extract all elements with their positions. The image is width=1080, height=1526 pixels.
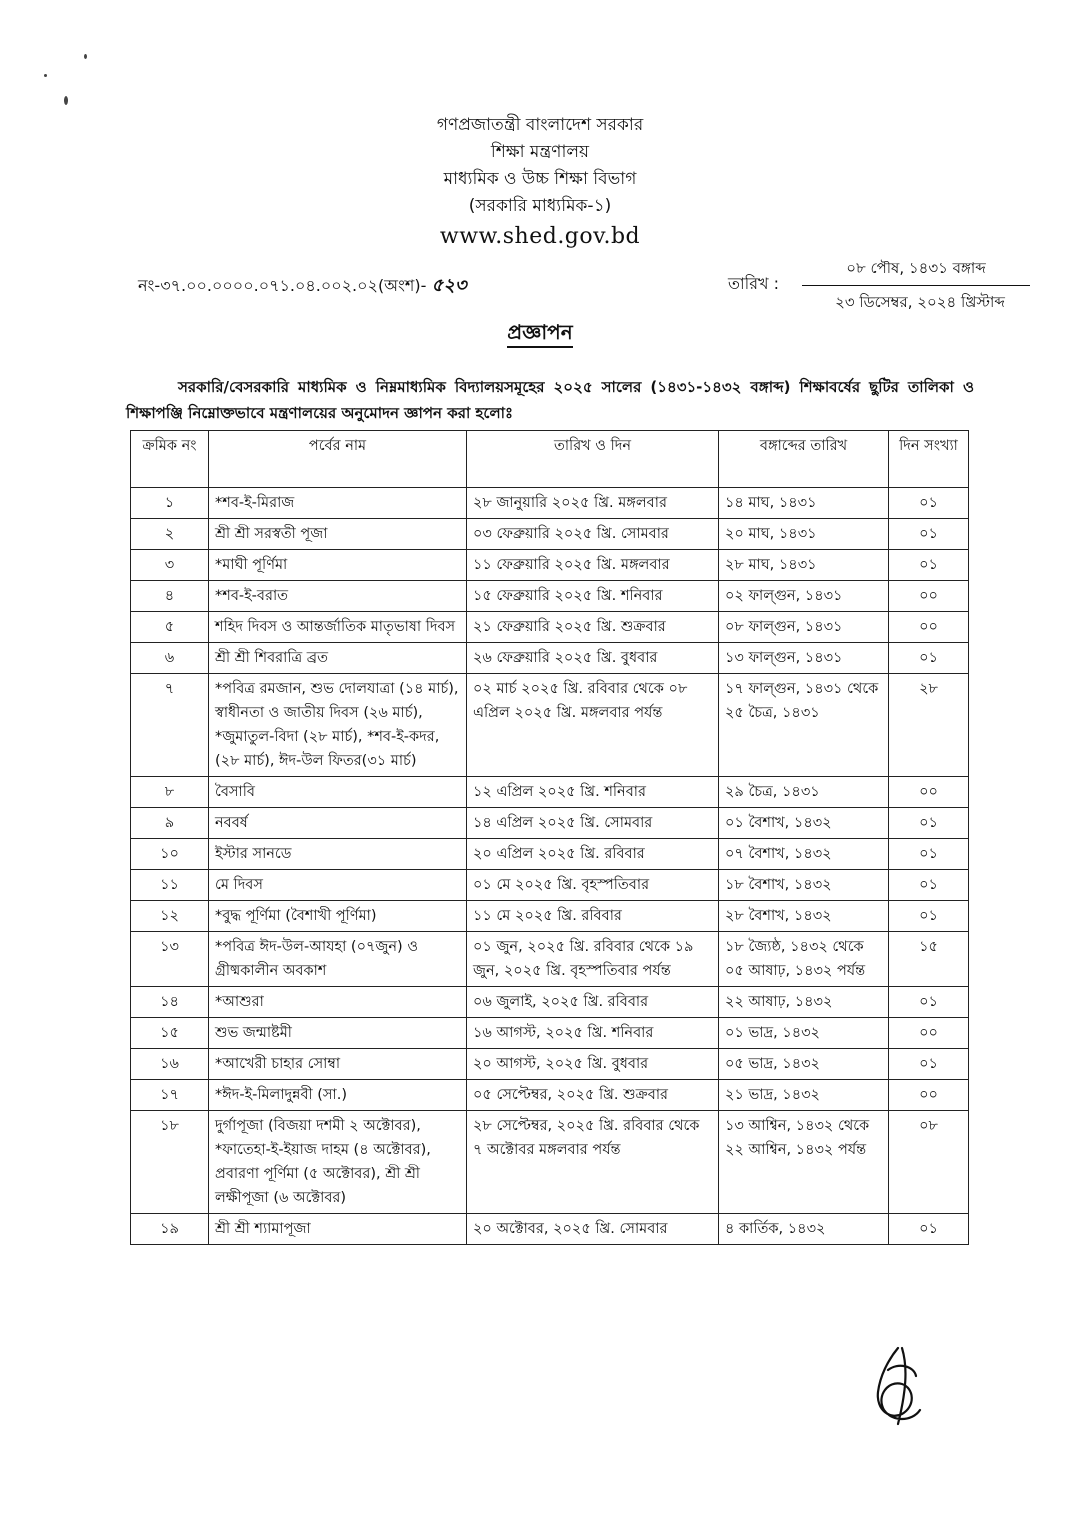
scan-speck — [44, 74, 47, 77]
header-bangla-date: বঙ্গাব্দের তারিখ — [719, 431, 889, 488]
cell-bangla-date: ২০ মাঘ, ১৪৩১ — [719, 519, 889, 550]
memo-number-handwritten: ৫২৩ — [431, 275, 467, 296]
cell-day-count: ০১ — [889, 1214, 969, 1245]
cell-serial: ১৪ — [131, 987, 209, 1018]
cell-serial: ১১ — [131, 870, 209, 901]
cell-day-count: ০১ — [889, 550, 969, 581]
cell-day-count: ০১ — [889, 519, 969, 550]
cell-day-count: ০১ — [889, 643, 969, 674]
cell-day-count: ০১ — [889, 808, 969, 839]
table-row — [131, 839, 969, 870]
cell-day-count: ০১ — [889, 870, 969, 901]
cell-festival-name: *মাঘী পূর্ণিমা — [209, 550, 467, 581]
ministry-name: শিক্ষা মন্ত্রণালয় — [490, 142, 590, 162]
header-date: তারিখ ও দিন — [467, 431, 719, 488]
cell-festival-name: *ঈদ-ই-মিলাদুন্নবী (সা.) — [209, 1080, 467, 1111]
cell-serial: ৪ — [131, 581, 209, 612]
cell-serial: ৮ — [131, 777, 209, 808]
cell-day-count: ০০ — [889, 1080, 969, 1111]
website-url: www.shed.gov.bd — [439, 224, 641, 249]
cell-festival-name: শ্রী শ্রী শিবরাত্রি ব্রত — [209, 643, 467, 674]
cell-bangla-date: ০৭ বৈশাখ, ১৪৩২ — [719, 839, 889, 870]
cell-date-day: ২৬ ফেব্রুয়ারি ২০২৫ খ্রি. বুধবার — [467, 643, 719, 674]
cell-bangla-date: ৪ কার্তিক, ১৪৩২ — [719, 1214, 889, 1245]
cell-day-count: ০১ — [889, 901, 969, 932]
cell-date-day: ১২ এপ্রিল ২০২৫ খ্রি. শনিবার — [467, 777, 719, 808]
cell-serial: ১ — [131, 488, 209, 519]
date-gregorian: ২৩ ডিসেম্বর, ২০২৪ খ্রিস্টাব্দ — [835, 293, 1005, 311]
cell-bangla-date: ০২ ফাল্গুন, ১৪৩১ — [719, 581, 889, 612]
cell-date-day: ১৫ ফেব্রুয়ারি ২০২৫ খ্রি. শনিবার — [467, 581, 719, 612]
cell-day-count: ০০ — [889, 612, 969, 643]
table-row — [131, 808, 969, 839]
cell-day-count: ০০ — [889, 581, 969, 612]
table-row — [131, 901, 969, 932]
cell-serial: ১৫ — [131, 1018, 209, 1049]
cell-bangla-date: ১৩ ফাল্গুন, ১৪৩১ — [719, 643, 889, 674]
cell-serial: ৭ — [131, 674, 209, 777]
cell-festival-name: *পবিত্র ঈদ-উল-আযহা (০৭জুন) ও গ্রীষ্মকালীন অবকাশ — [209, 932, 467, 987]
cell-festival-name: শ্রী শ্রী সরস্বতী পূজা — [209, 519, 467, 550]
date-label: তারিখ : — [728, 274, 780, 293]
cell-date-day: ০৫ সেপ্টেম্বর, ২০২৫ খ্রি. শুক্রবার — [467, 1080, 719, 1111]
cell-date-day: ০৬ জুলাই, ২০২৫ খ্রি. রবিবার — [467, 987, 719, 1018]
cell-festival-name: নববর্ষ — [209, 808, 467, 839]
cell-bangla-date: ১৮ বৈশাখ, ১৪৩২ — [719, 870, 889, 901]
cell-bangla-date: ০১ ভাদ্র, ১৪৩২ — [719, 1018, 889, 1049]
cell-festival-name: শহিদ দিবস ও আন্তর্জাতিক মাতৃভাষা দিবস — [209, 612, 467, 643]
header-serial: ক্রমিক নং — [131, 431, 209, 488]
header-name: পর্বের নাম — [209, 431, 467, 488]
cell-festival-name: বৈসাবি — [209, 777, 467, 808]
cell-date-day: ১৬ আগস্ট, ২০২৫ খ্রি. শনিবার — [467, 1018, 719, 1049]
cell-date-day: ১১ মে ২০২৫ খ্রি. রবিবার — [467, 901, 719, 932]
cell-serial: ১৮ — [131, 1111, 209, 1214]
cell-date-day: ২৮ সেপ্টেম্বর, ২০২৫ খ্রি. রবিবার থেকে ৭ অক্টোবর মঙ্গলবার পর্যন্ত — [467, 1111, 719, 1214]
memo-date — [802, 257, 1038, 316]
cell-day-count: ০৮ — [889, 1111, 969, 1214]
table-header-row — [131, 431, 969, 488]
cell-day-count: ০১ — [889, 488, 969, 519]
scan-speck — [64, 96, 68, 105]
holiday-table — [130, 430, 969, 1245]
page-title — [0, 318, 1080, 351]
cell-festival-name: ইস্টার সানডে — [209, 839, 467, 870]
title-text: প্রজ্ঞাপন — [507, 320, 572, 348]
cell-bangla-date: ২৯ চৈত্র, ১৪৩১ — [719, 777, 889, 808]
table-body — [131, 488, 969, 1245]
cell-day-count: ০১ — [889, 839, 969, 870]
table-row — [131, 643, 969, 674]
cell-bangla-date: ০৮ ফাল্গুন, ১৪৩১ — [719, 612, 889, 643]
cell-serial: ১৭ — [131, 1080, 209, 1111]
cell-festival-name: *আশুরা — [209, 987, 467, 1018]
cell-day-count: ০১ — [889, 1049, 969, 1080]
cell-date-day: ২০ আগস্ট, ২০২৫ খ্রি. বুধবার — [467, 1049, 719, 1080]
cell-festival-name: শ্রী শ্রী শ্যামাপূজা — [209, 1214, 467, 1245]
table-row — [131, 1049, 969, 1080]
table-row — [131, 550, 969, 581]
section-name: (সরকারি মাধ্যমিক-১) — [468, 196, 612, 216]
cell-serial: ৬ — [131, 643, 209, 674]
cell-bangla-date: ০৫ ভাদ্র, ১৪৩২ — [719, 1049, 889, 1080]
cell-festival-name: *বুদ্ধ পূর্ণিমা (বৈশাখী পূর্ণিমা) — [209, 901, 467, 932]
cell-festival-name: *শব-ই-মিরাজ — [209, 488, 467, 519]
cell-date-day: ২০ এপ্রিল ২০২৫ খ্রি. রবিবার — [467, 839, 719, 870]
cell-serial: ৫ — [131, 612, 209, 643]
govt-name: গণপ্রজাতন্ত্রী বাংলাদেশ সরকার — [436, 115, 644, 135]
table-row — [131, 519, 969, 550]
table-row — [131, 488, 969, 519]
scan-speck — [84, 54, 87, 59]
cell-bangla-date: ১৮ জ্যৈষ্ঠ, ১৪৩২ থেকে ০৫ আষাঢ়, ১৪৩২ পর্যন্ত — [719, 932, 889, 987]
table-row — [131, 1214, 969, 1245]
cell-date-day: ১১ ফেব্রুয়ারি ২০২৫ খ্রি. মঙ্গলবার — [467, 550, 719, 581]
cell-day-count: ০০ — [889, 777, 969, 808]
memo-number-text: নং-৩৭.০০.০০০০.০৭১.০৪.০০২.০২(অংশ)- — [138, 276, 427, 295]
cell-serial: ২ — [131, 519, 209, 550]
intro-paragraph: সরকারি/বেসরকারি মাধ্যমিক ও নিম্নমাধ্যমিক বিদ্যালয়সমূহের ২০২৫ সালের (১৪৩১-১৪৩২ বঙ্গাব্দ) শিক্ষাবর্ষের ছুটির তালিকা ও শিক্ষাপঞ্জি নিম্নোক্তভাবে মন্ত্রণালয়ের অনুমোদন জ্ঞাপন করা হলোঃ — [126, 378, 974, 422]
cell-date-day: ২৮ জানুয়ারি ২০২৫ খ্রি. মঙ্গলবার — [467, 488, 719, 519]
cell-bangla-date: ১৩ আশ্বিন, ১৪৩২ থেকে ২২ আশ্বিন, ১৪৩২ পর্যন্ত — [719, 1111, 889, 1214]
cell-date-day: ২০ অক্টোবর, ২০২৫ খ্রি. সোমবার — [467, 1214, 719, 1245]
cell-bangla-date: ১৪ মাঘ, ১৪৩১ — [719, 488, 889, 519]
cell-serial: ৯ — [131, 808, 209, 839]
cell-bangla-date: ১৭ ফাল্গুন, ১৪৩১ থেকে ২৫ চৈত্র, ১৪৩১ — [719, 674, 889, 777]
signature-image — [858, 1340, 938, 1430]
table-row — [131, 1080, 969, 1111]
cell-bangla-date: ২৮ মাঘ, ১৪৩১ — [719, 550, 889, 581]
cell-serial: ১৩ — [131, 932, 209, 987]
letterhead — [0, 112, 1080, 254]
table-row — [131, 581, 969, 612]
table-row — [131, 1111, 969, 1214]
table-row — [131, 987, 969, 1018]
division-name: মাধ্যমিক ও উচ্চ শিক্ষা বিভাগ — [443, 169, 637, 189]
memo-number — [138, 271, 467, 302]
cell-serial: ১০ — [131, 839, 209, 870]
cell-bangla-date: ২১ ভাদ্র, ১৪৩২ — [719, 1080, 889, 1111]
cell-serial: ১৯ — [131, 1214, 209, 1245]
cell-festival-name: *শব-ই-বরাত — [209, 581, 467, 612]
cell-date-day: ০১ মে ২০২৫ খ্রি. বৃহস্পতিবার — [467, 870, 719, 901]
cell-serial: ৩ — [131, 550, 209, 581]
cell-day-count: ০১ — [889, 987, 969, 1018]
cell-bangla-date: ০১ বৈশাখ, ১৪৩২ — [719, 808, 889, 839]
cell-date-day: ১৪ এপ্রিল ২০২৫ খ্রি. সোমবার — [467, 808, 719, 839]
header-days: দিন সংখ্যা — [889, 431, 969, 488]
cell-date-day: ০১ জুন, ২০২৫ খ্রি. রবিবার থেকে ১৯ জুন, ২০২৫ খ্রি. বৃহস্পতিবার পর্যন্ত — [467, 932, 719, 987]
date-bangla: ০৮ পৌষ, ১৪৩১ বঙ্গাব্দ — [802, 257, 1030, 286]
cell-day-count: ০০ — [889, 1018, 969, 1049]
table-row — [131, 777, 969, 808]
cell-festival-name: দুর্গাপূজা (বিজয়া দশমী ২ অক্টোবর), *ফাতেহা-ই-ইয়াজ দাহম (৪ অক্টোবর), প্রবারণা পূর্ণিমা (৫ অক্টোবর), শ্রী শ্রী লক্ষীপূজা (৬ অক্টোবর) — [209, 1111, 467, 1214]
table-row — [131, 612, 969, 643]
cell-date-day: ০৩ ফেব্রুয়ারি ২০২৫ খ্রি. সোমবার — [467, 519, 719, 550]
cell-day-count: ২৮ — [889, 674, 969, 777]
cell-bangla-date: ২২ আষাঢ়, ১৪৩২ — [719, 987, 889, 1018]
table-row — [131, 932, 969, 987]
cell-festival-name: মে দিবস — [209, 870, 467, 901]
table-row — [131, 674, 969, 777]
table-row — [131, 870, 969, 901]
cell-date-day: ২১ ফেব্রুয়ারি ২০২৫ খ্রি. শুক্রবার — [467, 612, 719, 643]
cell-serial: ১২ — [131, 901, 209, 932]
cell-festival-name: *আখেরী চাহার সোম্বা — [209, 1049, 467, 1080]
cell-festival-name: শুভ জন্মাষ্টমী — [209, 1018, 467, 1049]
cell-festival-name: *পবিত্র রমজান, শুভ দোলযাত্রা (১৪ মার্চ), স্বাধীনতা ও জাতীয় দিবস (২৬ মার্চ), *জুমাতুল-বিদা (২৮ মার্চ), *শব-ই-কদর,(২৮ মার্চ), ঈদ-উল ফিতর(৩১ মার্চ) — [209, 674, 467, 777]
cell-bangla-date: ২৮ বৈশাখ, ১৪৩২ — [719, 901, 889, 932]
table-row — [131, 1018, 969, 1049]
cell-day-count: ১৫ — [889, 932, 969, 987]
cell-date-day: ০২ মার্চ ২০২৫ খ্রি. রবিবার থেকে ০৮ এপ্রিল ২০২৫ খ্রি. মঙ্গলবার পর্যন্ত — [467, 674, 719, 777]
cell-serial: ১৬ — [131, 1049, 209, 1080]
